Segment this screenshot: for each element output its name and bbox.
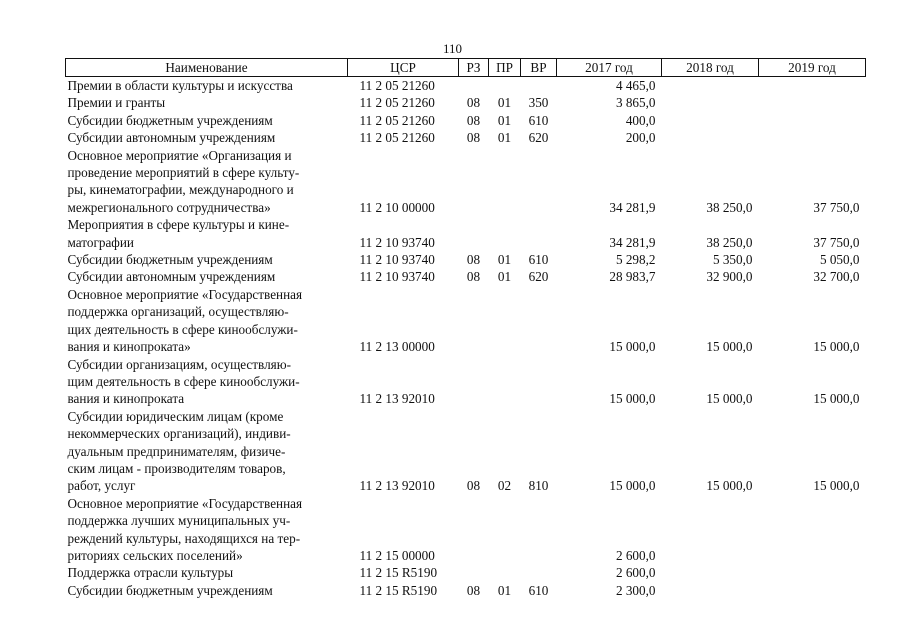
row-name: Премии и гранты — [67, 95, 166, 111]
table-row — [66, 356, 866, 408]
row-value-2019 — [759, 94, 866, 111]
row-pr — [489, 495, 521, 565]
row-value-2018 — [662, 112, 759, 129]
row-rz — [459, 286, 489, 356]
row-value-2019: 37 750,0 — [813, 199, 860, 215]
row-name: Поддержка отрасли культуры — [67, 565, 234, 581]
table-row — [66, 129, 866, 146]
budget-table — [65, 58, 866, 599]
row-vr: 350 — [528, 95, 549, 111]
row-csr: 11 2 10 93740 — [359, 252, 435, 268]
row-value-2018 — [662, 129, 759, 146]
row-value-2019: 15 000,0 — [813, 391, 860, 407]
row-value-2017: 3 865,0 — [615, 95, 656, 111]
row-vr — [521, 77, 557, 95]
row-value-2017: 200,0 — [625, 130, 656, 146]
row-vr: 620 — [528, 130, 549, 146]
row-value-2017: 15 000,0 — [609, 391, 656, 407]
row-vr: 610 — [528, 582, 549, 598]
row-pr: 01 — [497, 269, 512, 285]
table-row — [66, 251, 866, 268]
row-csr: 11 2 10 93740 — [359, 269, 435, 285]
row-value-2018 — [662, 94, 759, 111]
row-rz: 08 — [466, 252, 481, 268]
row-pr — [489, 147, 521, 217]
row-rz: 08 — [466, 95, 481, 111]
row-name: Субсидии бюджетным учреждениям — [67, 112, 273, 128]
row-value-2019: 32 700,0 — [813, 269, 860, 285]
table-row — [66, 564, 866, 581]
table-row — [66, 94, 866, 111]
row-value-2017: 15 000,0 — [609, 478, 656, 494]
row-csr: 11 2 05 21260 — [359, 78, 435, 93]
col-header-vr: ВР — [521, 59, 557, 77]
row-value-2018 — [662, 77, 759, 95]
row-value-2017: 2 300,0 — [615, 582, 656, 598]
row-csr: 11 2 13 00000 — [359, 339, 435, 355]
table-row — [66, 408, 866, 495]
table-row — [66, 112, 866, 129]
row-rz — [459, 356, 489, 408]
table-header-row — [66, 59, 866, 77]
row-vr: 620 — [528, 269, 549, 285]
row-value-2017: 400,0 — [625, 112, 656, 128]
row-value-2017: 28 983,7 — [609, 269, 656, 285]
row-pr — [489, 77, 521, 95]
table-row — [66, 77, 866, 95]
row-value-2017: 5 298,2 — [615, 252, 656, 268]
row-vr: 610 — [528, 112, 549, 128]
row-value-2017: 2 600,0 — [615, 565, 656, 581]
row-pr — [489, 216, 521, 251]
row-value-2018: 15 000,0 — [706, 391, 753, 407]
row-pr — [489, 356, 521, 408]
row-rz: 08 — [466, 478, 481, 494]
row-value-2017: 2 600,0 — [615, 547, 656, 563]
row-vr — [521, 286, 557, 356]
row-pr: 01 — [497, 582, 512, 598]
row-pr: 01 — [497, 252, 512, 268]
row-value-2019 — [759, 582, 866, 599]
row-csr: 11 2 13 92010 — [359, 478, 435, 494]
row-rz: 08 — [466, 130, 481, 146]
col-header-2017: 2017 год — [557, 59, 662, 77]
row-vr: 610 — [528, 252, 549, 268]
row-value-2019: 37 750,0 — [813, 234, 860, 250]
row-csr: 11 2 15 00000 — [359, 547, 435, 563]
row-pr: 02 — [497, 478, 512, 494]
row-pr: 01 — [497, 130, 512, 146]
row-value-2017: 34 281,9 — [609, 199, 656, 215]
row-csr: 11 2 10 93740 — [359, 234, 435, 250]
row-value-2018: 5 350,0 — [712, 252, 753, 268]
row-value-2019 — [759, 77, 866, 95]
row-pr: 01 — [497, 112, 512, 128]
row-pr: 01 — [497, 95, 512, 111]
row-name: Субсидии бюджетным учреждениям — [67, 582, 273, 598]
col-header-2019: 2019 год — [759, 59, 866, 77]
row-pr — [489, 286, 521, 356]
row-value-2019 — [759, 564, 866, 581]
row-name: Субсидии бюджетным учреждениям — [67, 252, 273, 268]
col-header-csr: ЦСР — [348, 59, 459, 77]
row-rz — [459, 147, 489, 217]
row-csr: 11 2 15 R5190 — [359, 582, 438, 598]
row-rz — [459, 216, 489, 251]
row-vr — [521, 495, 557, 565]
row-name: Основное мероприятие «Государственная поддержка лучших муниципальных уч- реждений культуры, находящихся на тер- риториях сельских поселений» — [67, 495, 303, 563]
row-rz: 08 — [466, 269, 481, 285]
row-value-2018 — [662, 582, 759, 599]
row-value-2017: 34 281,9 — [609, 234, 656, 250]
row-vr — [521, 147, 557, 217]
row-value-2019 — [759, 495, 866, 565]
table-row — [66, 286, 866, 356]
row-value-2019 — [759, 112, 866, 129]
table-row — [66, 216, 866, 251]
col-header-pr: ПР — [489, 59, 521, 77]
table-row — [66, 147, 866, 217]
row-value-2018 — [662, 495, 759, 565]
row-rz — [459, 564, 489, 581]
col-header-2018: 2018 год — [662, 59, 759, 77]
row-csr: 11 2 05 21260 — [359, 95, 435, 111]
row-name: Основное мероприятие «Государственная поддержка организаций, осуществляю- щих деятельность в сфере кинообслужи- вания и кинопроката» — [67, 286, 303, 355]
row-csr: 11 2 05 21260 — [359, 112, 435, 128]
row-name: Субсидии автономным учреждениям — [67, 269, 276, 285]
row-value-2019: 15 000,0 — [813, 339, 860, 355]
table-body — [66, 77, 866, 600]
row-csr: 11 2 10 00000 — [359, 199, 435, 215]
row-value-2018: 32 900,0 — [706, 269, 753, 285]
row-vr: 810 — [528, 478, 549, 494]
row-name: Субсидии автономным учреждениям — [67, 130, 276, 146]
row-name: Субсидии организациям, осуществляю- щим деятельность в сфере кинообслужи- вания и кинопроката — [67, 356, 300, 407]
col-header-name: Наименование — [66, 59, 348, 77]
row-rz — [459, 495, 489, 565]
row-value-2019: 15 000,0 — [813, 478, 860, 494]
page-number: 110 — [442, 41, 463, 56]
row-rz: 08 — [466, 112, 481, 128]
row-vr — [521, 564, 557, 581]
row-name: Премии в области культуры и искусства — [67, 78, 293, 93]
row-value-2018: 38 250,0 — [706, 199, 753, 215]
row-csr: 11 2 15 R5190 — [359, 565, 438, 581]
row-value-2017: 4 465,0 — [615, 78, 656, 93]
row-value-2019: 5 050,0 — [819, 252, 860, 268]
row-vr — [521, 356, 557, 408]
row-vr — [521, 216, 557, 251]
row-value-2018: 15 000,0 — [706, 478, 753, 494]
row-rz: 08 — [466, 582, 481, 598]
row-pr — [489, 564, 521, 581]
row-name: Субсидии юридическим лицам (кроме некоммерческих организаций), индиви- дуальным предпринимателям, физиче- ским лицам - производителям товаров, работ, услуг — [67, 408, 291, 494]
row-value-2019 — [759, 129, 866, 146]
row-csr: 11 2 05 21260 — [359, 130, 435, 146]
row-value-2018: 38 250,0 — [706, 234, 753, 250]
row-value-2017: 15 000,0 — [609, 339, 656, 355]
table-row — [66, 582, 866, 599]
row-value-2018: 15 000,0 — [706, 339, 753, 355]
row-rz — [459, 77, 489, 95]
table-row — [66, 495, 866, 565]
table-row — [66, 268, 866, 285]
row-csr: 11 2 13 92010 — [359, 391, 435, 407]
col-header-rz: РЗ — [459, 59, 489, 77]
row-name: Мероприятия в сфере культуры и кине- матографии — [67, 217, 290, 250]
row-name: Основное мероприятие «Организация и проведение мероприятий в сфере культу- ры, кинематографии, международного и межрегионального сотрудничества» — [67, 147, 300, 215]
row-value-2018 — [662, 564, 759, 581]
